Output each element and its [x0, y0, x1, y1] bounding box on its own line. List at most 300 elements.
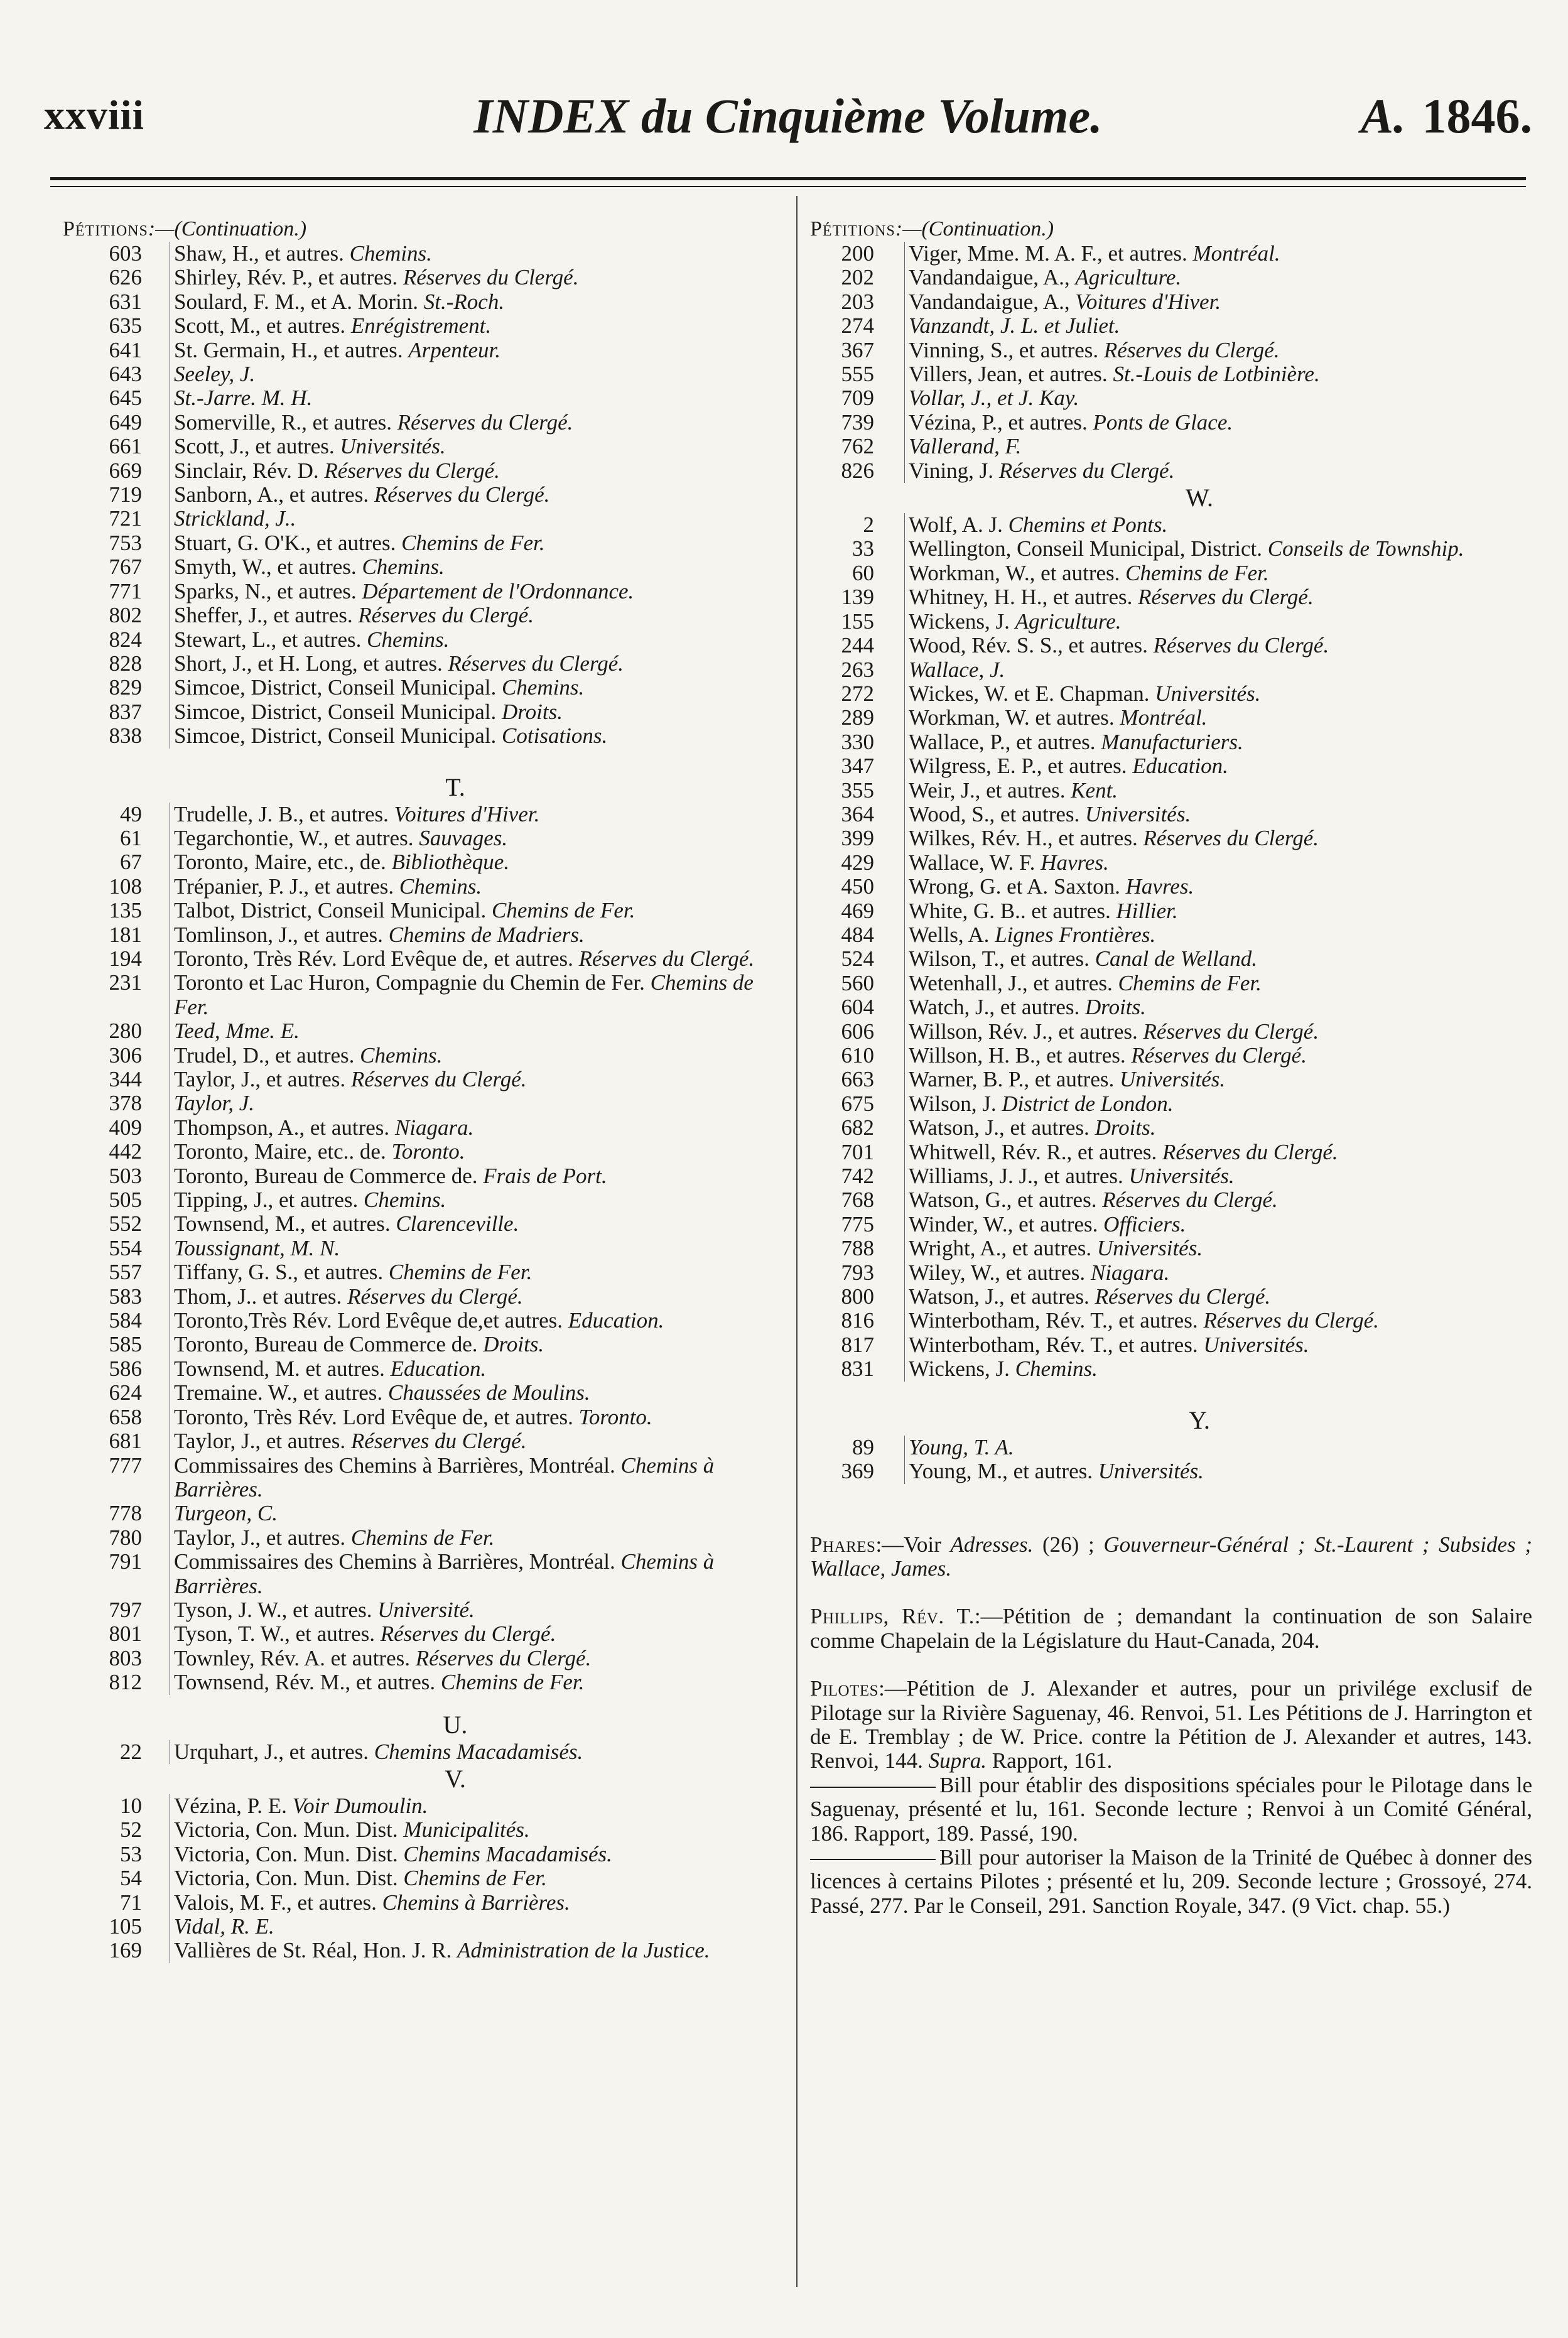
entry-text — [904, 459, 1532, 483]
entry-number: 645 — [109, 386, 142, 411]
entry-name: Whitney, H. H., et autres. — [909, 585, 1133, 610]
entry-number: 364 — [841, 801, 874, 826]
entry-text — [904, 1140, 1532, 1164]
index-entry — [810, 1044, 1532, 1068]
entry-subject: Administration de la Justice. — [457, 1938, 710, 1963]
entry-subject: Education. — [390, 1356, 487, 1381]
entry-subject: Chemins de Fer. — [440, 1670, 585, 1695]
entry-text — [170, 1818, 791, 1842]
entry-subject: Chemins à Barrières. — [174, 1549, 715, 1598]
entry-subject: Chemins de Fer. — [401, 530, 545, 555]
entry-subject: Education. — [568, 1308, 664, 1333]
index-entry — [63, 947, 791, 971]
entry-number: 274 — [841, 313, 874, 338]
entry-subject: Officiers. — [1103, 1211, 1186, 1237]
entry-subject: Réserves du Clergé. — [350, 1429, 527, 1454]
entry-text — [904, 314, 1532, 338]
entry-number: 802 — [109, 603, 142, 628]
entry-subject: Manufacturiers. — [1101, 729, 1243, 754]
entry-subject: Réserves du Clergé. — [1203, 1308, 1379, 1333]
entry-text — [170, 1381, 791, 1405]
section-continuation: :—(Continuation.) — [148, 217, 307, 241]
entry-text — [170, 1454, 791, 1502]
entry-text — [904, 338, 1532, 362]
entry-text — [170, 923, 791, 947]
entry-text-italic: Gouverneur-Général ; St.-Laurent ; Subsides ; Wallace, James. — [810, 1532, 1532, 1581]
index-entry — [810, 1213, 1532, 1237]
em-dash-rule — [810, 1787, 936, 1788]
entry-name: Warner, B. P., et autres. — [909, 1067, 1115, 1092]
entry-name: Wallace, J. — [909, 657, 1005, 682]
entry-text — [170, 580, 791, 603]
entry-number: 610 — [841, 1043, 874, 1068]
entry-number: 552 — [109, 1211, 142, 1237]
entry-subject: Chemins. — [349, 241, 432, 266]
index-entry — [63, 459, 791, 483]
entry-number: 626 — [109, 265, 142, 290]
index-entry — [810, 585, 1532, 609]
entry-phares — [810, 1533, 1532, 1581]
entry-name: Sanborn, A., et autres. — [174, 482, 369, 507]
entry-number: 669 — [109, 458, 142, 483]
index-entry — [63, 507, 791, 531]
entry-text — [170, 826, 791, 850]
header-rule-thick — [50, 177, 1526, 180]
entry-subject: Arpenteur. — [408, 337, 501, 362]
index-entry — [810, 826, 1532, 850]
entry-name: Wetenhall, J., et autres. — [909, 970, 1113, 995]
entry-name: Tiffany, G. S., et autres. — [174, 1260, 384, 1285]
entry-name: Wells, A. — [909, 922, 990, 947]
entry-number: 469 — [841, 898, 874, 923]
index-entry — [810, 386, 1532, 410]
entry-text: Rapport, 161. — [986, 1748, 1113, 1773]
entry-name: Scott, M., et autres. — [174, 313, 346, 338]
entry-number: 797 — [109, 1597, 142, 1622]
entry-subject: Chemins à Barrières. — [174, 1453, 715, 1502]
entry-number: 71 — [120, 1890, 142, 1915]
entry-text — [904, 386, 1532, 410]
entry-number: 682 — [841, 1115, 874, 1140]
entry-text — [904, 1357, 1532, 1381]
entry-subject: Chemins de Fer. — [1125, 560, 1269, 585]
entry-subject: Chaussées de Moulins. — [387, 1380, 590, 1405]
entry-text — [170, 1164, 791, 1188]
entry-subject: Réserves du Clergé. — [1153, 633, 1329, 658]
entry-name: Strickland, J.. — [174, 506, 296, 531]
entry-number: 824 — [109, 627, 142, 652]
entry-text — [904, 1459, 1532, 1483]
entry-number: 801 — [109, 1621, 142, 1647]
entry-number: 200 — [841, 241, 874, 266]
entry-number: 778 — [109, 1501, 142, 1526]
entry-subject: Réserves du Clergé. — [403, 265, 579, 290]
entry-name: Taylor, J., et autres. — [174, 1429, 346, 1454]
index-entry — [63, 676, 791, 700]
entry-group-w — [810, 513, 1532, 1382]
index-entry — [810, 459, 1532, 483]
entry-subject: Frais de Port. — [483, 1163, 607, 1188]
entry-text — [904, 1188, 1532, 1212]
entry-number: 586 — [109, 1356, 142, 1381]
entry-subject: Agriculture. — [1075, 265, 1182, 290]
entry-text — [170, 1915, 791, 1939]
entry-text — [904, 585, 1532, 609]
entry-number: 812 — [109, 1670, 142, 1695]
entry-name: Wright, A., et autres. — [909, 1236, 1092, 1261]
entry-subject: Droits. — [502, 699, 563, 724]
entry-text — [170, 338, 791, 362]
index-entry — [63, 1333, 791, 1356]
entry-text — [904, 682, 1532, 706]
letter-heading-v: V. — [445, 1764, 466, 1793]
entry-text — [904, 1333, 1532, 1357]
entry-pilotes-bill-1 — [810, 1773, 1532, 1846]
index-entry — [63, 1891, 791, 1915]
entry-subject: Chemins. — [360, 1042, 443, 1068]
index-entry — [810, 610, 1532, 634]
entry-text: :—Pétition de ; demandant la continuation de son Salaire comme Chapelain de la Législature du Haut-Canada, 204. — [810, 1604, 1532, 1653]
index-entry — [810, 290, 1532, 314]
entry-name: Vézina, P., et autres. — [909, 409, 1088, 435]
entry-text — [170, 1405, 791, 1429]
entry-number: 775 — [841, 1211, 874, 1237]
index-entry — [63, 1622, 791, 1646]
entry-number: 771 — [109, 578, 142, 603]
entry-subject: Réserves du Clergé. — [1138, 585, 1314, 610]
spacer — [810, 1484, 1532, 1508]
entry-number: 831 — [841, 1356, 874, 1382]
index-entry — [810, 995, 1532, 1019]
entry-number: 60 — [852, 560, 874, 585]
entry-text — [170, 1647, 791, 1670]
entry-subject: Sauvages. — [419, 825, 508, 850]
entry-text — [170, 1188, 791, 1212]
entry-text — [170, 1044, 791, 1068]
entry-name: Trudelle, J. B., et autres. — [174, 801, 389, 826]
entry-number: 429 — [841, 850, 874, 875]
entry-number: 450 — [841, 874, 874, 899]
entry-text — [170, 1598, 791, 1622]
entry-text — [170, 290, 791, 314]
index-entry — [810, 779, 1532, 803]
entry-number: 244 — [841, 633, 874, 658]
entry-subject: Chemins Macadamisés. — [403, 1841, 612, 1866]
entry-subject: Canal de Welland. — [1095, 946, 1257, 971]
entry-number: 604 — [841, 995, 874, 1020]
entry-number: 643 — [109, 362, 142, 387]
entry-number: 838 — [109, 723, 142, 749]
entry-text — [170, 1333, 791, 1356]
entry-text — [904, 1092, 1532, 1116]
entry-text: :—Voir — [875, 1532, 951, 1557]
index-entry — [810, 1237, 1532, 1260]
entry-subject: Réserves du Clergé. — [578, 946, 755, 971]
entry-text — [170, 1068, 791, 1091]
entry-name: Toronto, Bureau de Commerce de. — [174, 1163, 478, 1188]
index-entry — [810, 411, 1532, 435]
entry-number: 344 — [109, 1067, 142, 1091]
entry-subject: Droits. — [1084, 995, 1146, 1020]
entry-pilotes — [810, 1677, 1532, 1773]
entry-subject: Département de l'Ordonnance. — [362, 578, 634, 603]
index-entry — [63, 1794, 791, 1818]
index-entry — [810, 242, 1532, 266]
entry-subject: Cotisations. — [502, 723, 608, 749]
entry-number: 800 — [841, 1284, 874, 1309]
index-entry — [63, 1647, 791, 1670]
entry-number: 649 — [109, 409, 142, 435]
entry-name: Taylor, J., et autres. — [174, 1525, 346, 1550]
entry-group-v — [63, 1794, 791, 1963]
entry-subject: Toronto. — [578, 1404, 652, 1429]
entry-name: Williams, J. J., et autres. — [909, 1164, 1123, 1189]
entry-number: 67 — [120, 850, 142, 875]
entry-subject: Niagara. — [1090, 1260, 1170, 1285]
index-entry — [63, 899, 791, 923]
entry-subject: Chemins de Fer. — [174, 970, 754, 1019]
entry-lead: Phares — [810, 1532, 876, 1557]
index-entry — [810, 513, 1532, 537]
index-entry — [63, 314, 791, 338]
entry-name: Wickens, J. — [909, 1356, 1010, 1382]
entry-subject: Réserves du Clergé. — [1131, 1043, 1307, 1068]
entry-subject: Réserves du Clergé. — [448, 651, 624, 676]
entry-name: Tremaine. W., et autres. — [174, 1380, 383, 1405]
page-header — [44, 88, 1532, 157]
entry-number: 503 — [109, 1163, 142, 1188]
entry-number: 263 — [841, 657, 874, 682]
index-entry — [63, 1818, 791, 1842]
entry-name: Trépanier, P. J., et autres. — [174, 874, 394, 899]
entry-text — [170, 1843, 791, 1866]
entry-name: Vollar, J., et J. Kay. — [909, 386, 1079, 411]
entry-number: 829 — [109, 675, 142, 700]
entry-number: 631 — [109, 289, 142, 314]
index-entry — [63, 411, 791, 435]
entry-name: Wiley, W., et autres. — [909, 1260, 1086, 1285]
index-entry — [810, 1068, 1532, 1091]
entry-subject: Chemins. — [399, 874, 482, 899]
index-entry — [810, 851, 1532, 875]
entry-subject: Réserves du Clergé. — [415, 1645, 592, 1670]
index-entry — [63, 1550, 791, 1598]
entry-text — [170, 603, 791, 627]
entry-text — [170, 1140, 791, 1164]
entry-group-u — [63, 1740, 791, 1764]
index-entry — [810, 1261, 1532, 1285]
entry-text — [170, 483, 791, 507]
index-entry — [810, 314, 1532, 338]
index-entry — [63, 923, 791, 947]
entry-number: 555 — [841, 362, 874, 387]
entry-number: 663 — [841, 1067, 874, 1092]
entry-name: Vallerand, F. — [909, 434, 1022, 459]
index-entry — [810, 1309, 1532, 1333]
index-entry — [810, 362, 1532, 386]
entry-text — [170, 411, 791, 435]
entry-name: Smyth, W., et autres. — [174, 555, 357, 580]
entry-text — [904, 513, 1532, 537]
entry-text — [170, 555, 791, 579]
entry-subject: Kent. — [1071, 777, 1118, 803]
entry-number: 181 — [109, 922, 142, 947]
header-rule-thin — [50, 186, 1526, 187]
entry-name: Toronto,Très Rév. Lord Evêque de,et autres. — [174, 1308, 563, 1333]
entry-name: Wellington, Conseil Municipal, District. — [909, 536, 1262, 561]
entry-name: Townsend, M., et autres. — [174, 1211, 391, 1237]
entry-text — [904, 362, 1532, 386]
entry-name: Watson, J., et autres. — [909, 1284, 1089, 1309]
entry-text — [170, 1019, 791, 1043]
entry-name: Wood, Rév. S. S., et autres. — [909, 633, 1148, 658]
entry-text — [170, 1740, 791, 1764]
index-entry — [63, 1939, 791, 1962]
entry-name: Teed, Mme. E. — [174, 1019, 300, 1044]
entry-name: Willson, Rév. J., et autres. — [909, 1019, 1138, 1044]
entry-text — [170, 1285, 791, 1309]
entry-number: 355 — [841, 777, 874, 803]
entry-name: Viger, Mme. M. A. F., et autres. — [909, 241, 1187, 266]
entry-text — [170, 314, 791, 338]
entry-subject: St.-Louis de Lotbinière. — [1113, 362, 1320, 387]
index-entry — [63, 435, 791, 458]
entry-subject: Universités. — [1203, 1332, 1309, 1357]
entry-name: Taylor, J., et autres. — [174, 1067, 346, 1091]
index-entry — [810, 1459, 1532, 1483]
index-entry — [63, 1188, 791, 1212]
entry-text — [170, 875, 791, 899]
index-entry — [810, 561, 1532, 585]
index-entry — [63, 700, 791, 724]
entry-subject: Niagara. — [394, 1115, 474, 1140]
entry-subject: Réserves du Clergé. — [374, 482, 550, 507]
entry-phillips — [810, 1605, 1532, 1653]
entry-text — [904, 706, 1532, 730]
entry-subject: Réserves du Clergé. — [1143, 1019, 1319, 1044]
entry-name: Vallières de St. Réal, Hon. J. R. — [174, 1938, 452, 1963]
entry-subject: Réserves du Clergé. — [347, 1284, 523, 1309]
entry-number: 347 — [841, 754, 874, 779]
entry-number: 10 — [120, 1793, 142, 1818]
index-entry — [810, 706, 1532, 730]
index-entry — [63, 724, 791, 748]
entry-name: Valois, M. F., et autres. — [174, 1890, 377, 1915]
entry-subject: Université. — [377, 1597, 475, 1622]
entry-number: 661 — [109, 434, 142, 459]
entry-number: 49 — [120, 801, 142, 826]
entry-text — [904, 803, 1532, 826]
entry-number: 54 — [120, 1866, 142, 1891]
entry-text — [904, 779, 1532, 803]
entry-name: Wallace, W. F. — [909, 850, 1035, 875]
entry-name: Toronto, Bureau de Commerce de. — [174, 1332, 478, 1357]
index-entry — [810, 971, 1532, 995]
entry-number: 442 — [109, 1139, 142, 1164]
entry-number: 583 — [109, 1284, 142, 1309]
entry-subject: St.-Roch. — [423, 289, 505, 314]
entry-name: Townsend, Rév. M., et autres. — [174, 1670, 436, 1695]
entry-text: (26) ; — [1033, 1532, 1104, 1557]
entry-name: Young, M., et autres. — [909, 1459, 1093, 1484]
entry-text — [170, 386, 791, 410]
entry-name: Stewart, L., et autres. — [174, 627, 362, 652]
entry-text — [170, 676, 791, 700]
entry-subject: Lignes Frontières. — [995, 922, 1156, 947]
entry-name: Seeley, J. — [174, 362, 256, 387]
index-entry — [63, 386, 791, 410]
entry-name: Victoria, Con. Mun. Dist. — [174, 1817, 398, 1843]
entry-text — [170, 700, 791, 724]
entry-number: 584 — [109, 1308, 142, 1333]
entry-number: 742 — [841, 1164, 874, 1189]
entry-text — [904, 1044, 1532, 1068]
entry-text — [170, 652, 791, 676]
entry-name: Tipping, J., et autres. — [174, 1188, 359, 1213]
index-entry — [63, 1091, 791, 1115]
index-entry — [63, 803, 791, 826]
entry-text — [170, 1091, 791, 1115]
entry-subject: Agriculture. — [1015, 609, 1122, 634]
index-entry — [63, 1598, 791, 1622]
entry-name: Sinclair, Rév. D. — [174, 458, 319, 483]
index-entry — [63, 1309, 791, 1333]
entry-subject: Voitures d'Hiver. — [394, 801, 540, 826]
index-entry — [810, 682, 1532, 706]
entry-subject: Bibliothèque. — [391, 850, 510, 875]
entry-number: 399 — [841, 826, 874, 851]
entry-text — [170, 1891, 791, 1915]
entry-number: 289 — [841, 705, 874, 730]
entry-number: 554 — [109, 1235, 142, 1260]
entry-name: Short, J., et H. Long, et autres. — [174, 651, 443, 676]
entry-subject: Voitures d'Hiver. — [1075, 289, 1221, 314]
entry-number: 203 — [841, 289, 874, 314]
entry-subject: Réserves du Clergé. — [998, 458, 1175, 483]
entry-name: Toussignant, M. N. — [174, 1235, 340, 1260]
entry-name: Vining, J. — [909, 458, 993, 483]
entry-subject: Chemins de Fer. — [350, 1525, 495, 1550]
entry-name: Wolf, A. J. — [909, 512, 1003, 538]
year-marker — [1361, 88, 1532, 144]
entry-subject: Chemins. — [502, 675, 585, 700]
entry-subject: Universités. — [1098, 1459, 1204, 1484]
entry-name: Vidal, R. E. — [174, 1914, 274, 1939]
entry-text — [170, 1502, 791, 1525]
index-entry — [63, 1044, 791, 1068]
entry-name: Commissaires des Chemins à Barrières, Montréal. — [174, 1453, 615, 1478]
entry-subject: Réserves du Clergé. — [380, 1621, 556, 1647]
entry-subject: Chemins. — [367, 627, 450, 652]
index-entry — [810, 1357, 1532, 1381]
entry-text — [170, 899, 791, 923]
entry-subject: Universités. — [1119, 1067, 1226, 1092]
entry-number: 826 — [841, 458, 874, 483]
entry-text — [170, 1622, 791, 1646]
index-entry — [63, 266, 791, 290]
index-entry — [810, 1164, 1532, 1188]
entry-name: Tegarchontie, W., et autres. — [174, 825, 414, 850]
entry-text — [170, 1429, 791, 1453]
entry-number: 369 — [841, 1459, 874, 1484]
entry-number: 817 — [841, 1332, 874, 1357]
entry-subject: Chemins de Fer. — [388, 1260, 533, 1285]
entry-subject: Havres. — [1125, 874, 1194, 899]
page-number: xxviii — [44, 92, 145, 138]
entry-text — [170, 266, 791, 290]
entry-number: 524 — [841, 946, 874, 971]
entry-number: 105 — [109, 1914, 142, 1939]
